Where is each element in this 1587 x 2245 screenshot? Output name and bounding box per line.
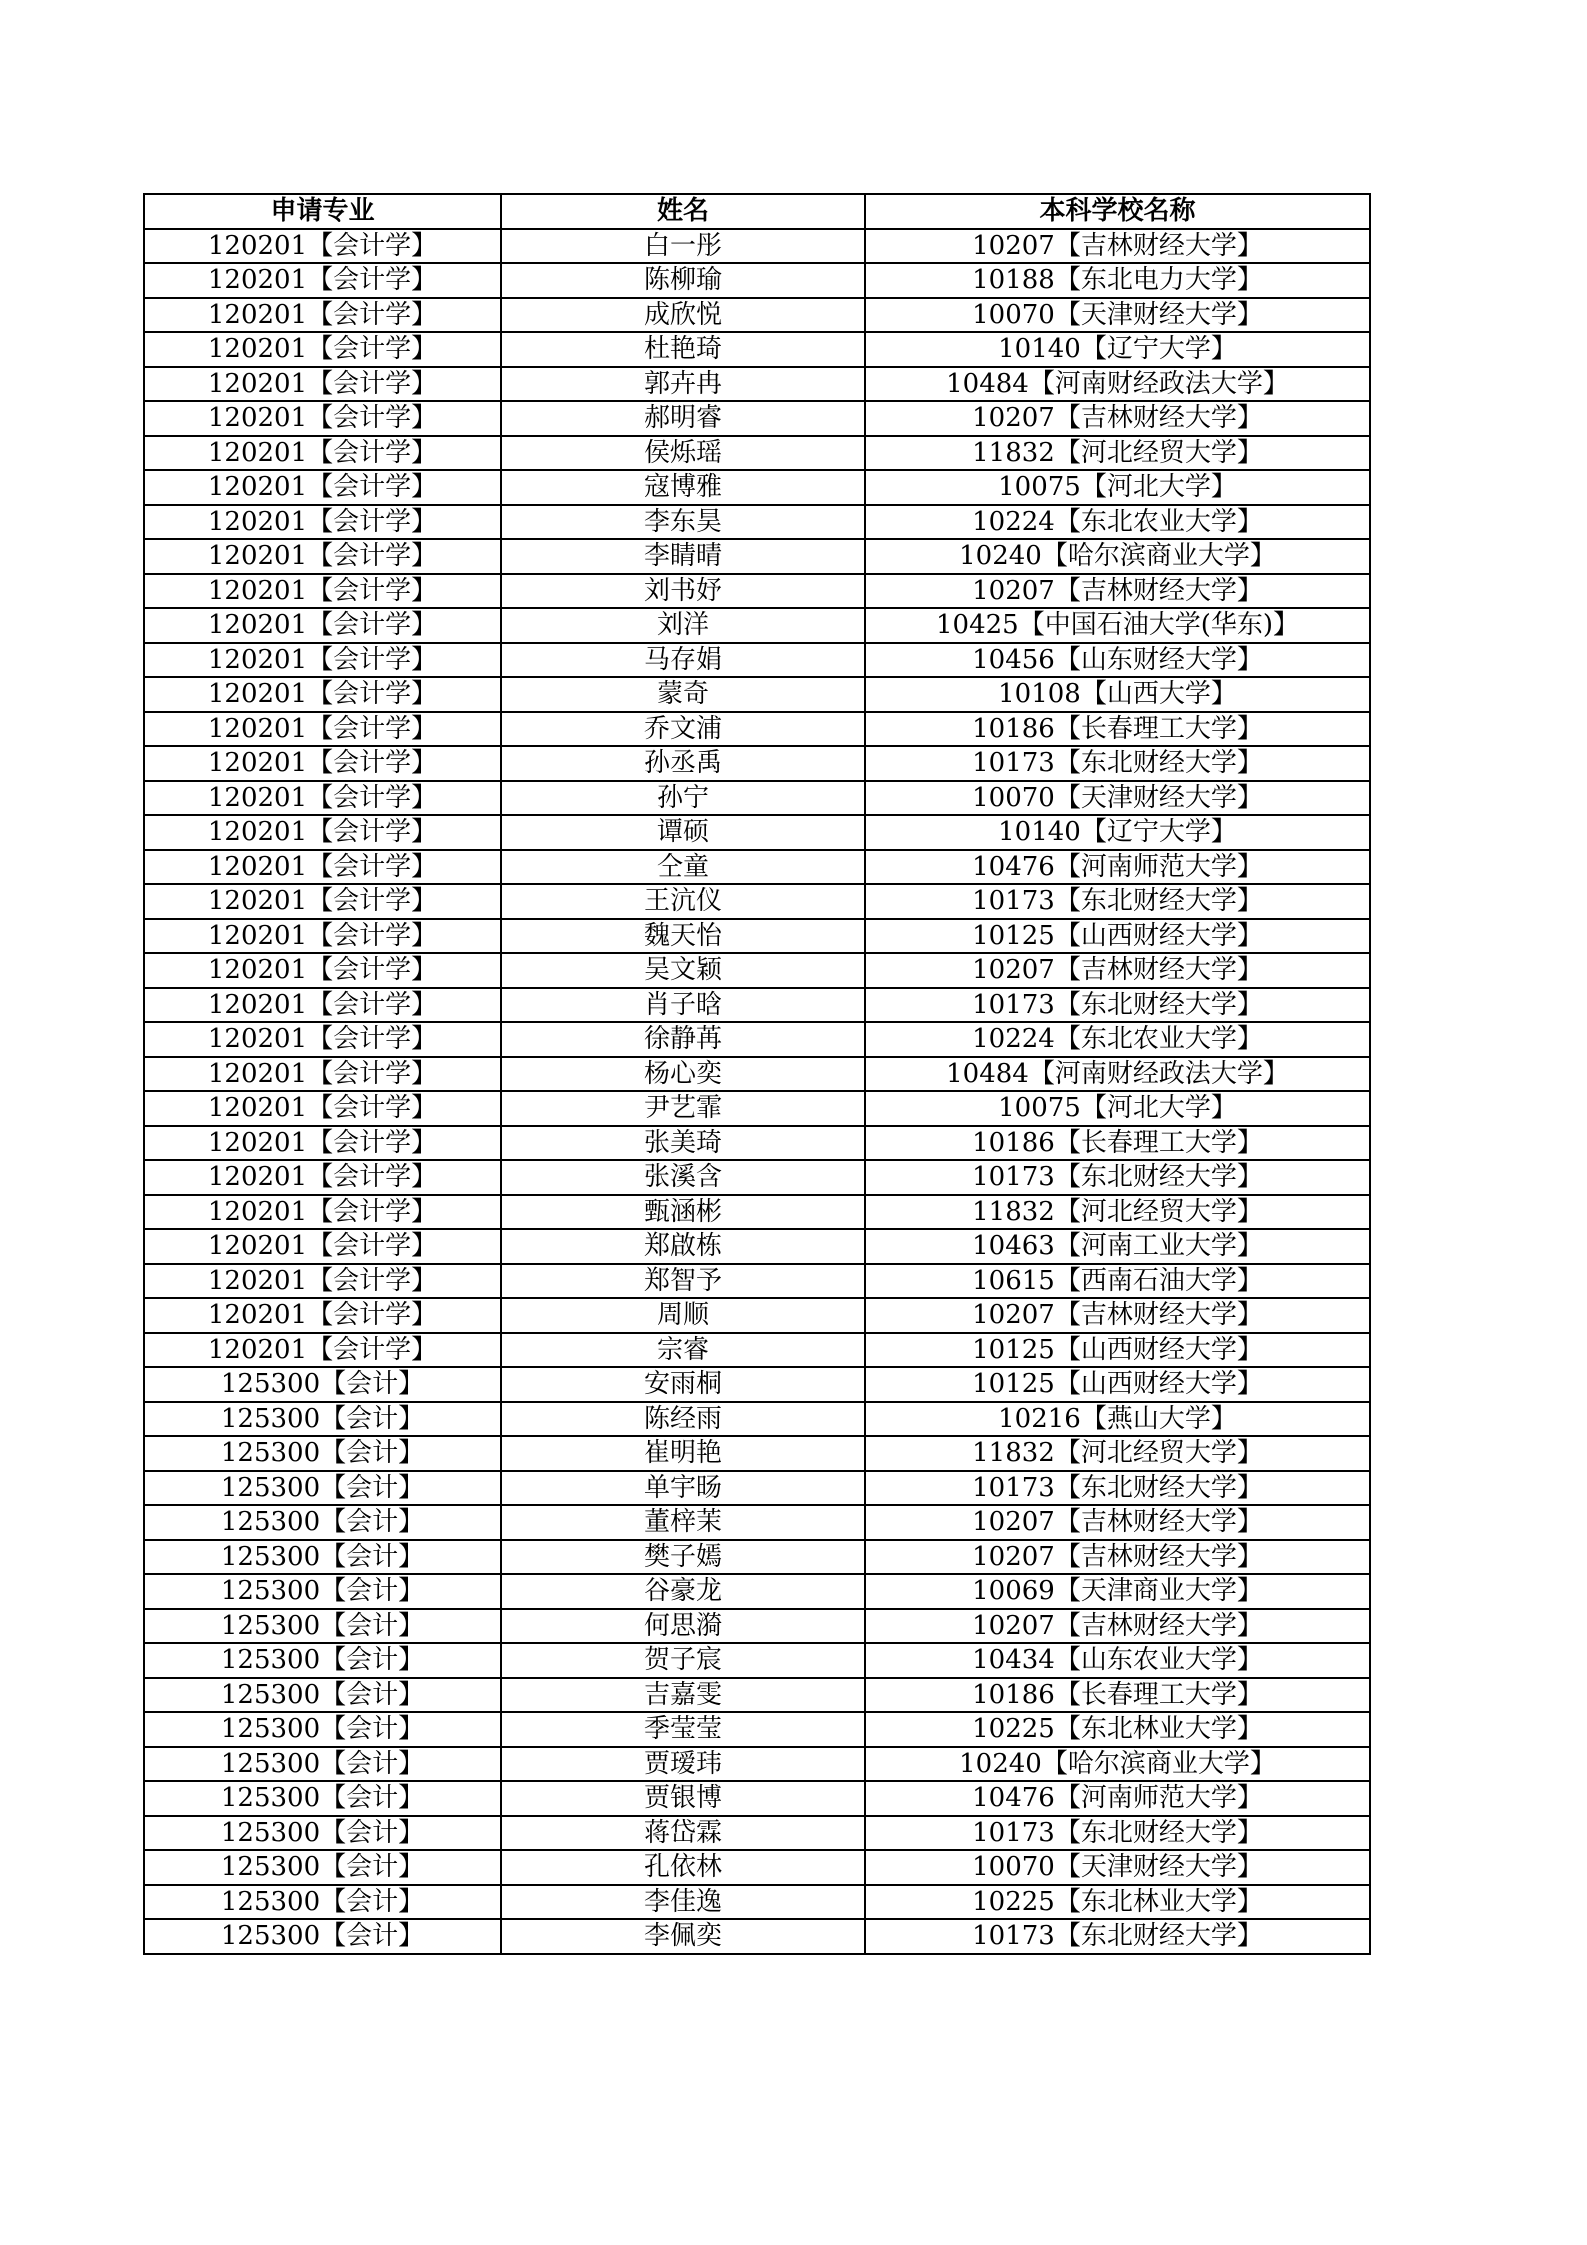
table-row	[144, 229, 1370, 264]
cell-major: 125300【会计】	[144, 1919, 501, 1954]
cell-major: 120201【会计学】	[144, 229, 501, 264]
cell-name: 何思漪	[501, 1609, 865, 1644]
table-row	[144, 1574, 1370, 1609]
cell-school: 10173【东北财经大学】	[865, 1919, 1370, 1954]
table-header	[144, 194, 1370, 229]
cell-name: 杜艳琦	[501, 332, 865, 367]
cell-major: 120201【会计学】	[144, 1298, 501, 1333]
table-row	[144, 781, 1370, 816]
cell-name: 白一彤	[501, 229, 865, 264]
cell-school: 10425【中国石油大学(华东)】	[865, 608, 1370, 643]
table-row	[144, 1022, 1370, 1057]
table-row	[144, 539, 1370, 574]
cell-major: 125300【会计】	[144, 1850, 501, 1885]
cell-major: 125300【会计】	[144, 1505, 501, 1540]
cell-name: 孙丞禹	[501, 746, 865, 781]
cell-name: 孔依林	[501, 1850, 865, 1885]
cell-major: 125300【会计】	[144, 1747, 501, 1782]
cell-name: 蒋岱霖	[501, 1816, 865, 1851]
cell-name: 侯烁瑶	[501, 436, 865, 471]
cell-school: 10224【东北农业大学】	[865, 1022, 1370, 1057]
cell-major: 120201【会计学】	[144, 850, 501, 885]
header-name: 姓名	[501, 194, 865, 229]
cell-school: 10070【天津财经大学】	[865, 781, 1370, 816]
cell-name: 贾瑷玮	[501, 1747, 865, 1782]
cell-major: 120201【会计学】	[144, 884, 501, 919]
cell-major: 120201【会计学】	[144, 643, 501, 678]
cell-name: 成欣悦	[501, 298, 865, 333]
table-row	[144, 608, 1370, 643]
table-row	[144, 1885, 1370, 1920]
table-row	[144, 1229, 1370, 1264]
cell-name: 樊子嫣	[501, 1540, 865, 1575]
table-row	[144, 298, 1370, 333]
cell-major: 125300【会计】	[144, 1885, 501, 1920]
cell-major: 120201【会计学】	[144, 401, 501, 436]
table-body	[144, 229, 1370, 1954]
cell-major: 120201【会计学】	[144, 505, 501, 540]
cell-name: 李佳逸	[501, 1885, 865, 1920]
table-row	[144, 1160, 1370, 1195]
cell-school: 10186【长春理工大学】	[865, 1126, 1370, 1161]
cell-major: 120201【会计学】	[144, 470, 501, 505]
table-row	[144, 677, 1370, 712]
table-row	[144, 953, 1370, 988]
table-row	[144, 505, 1370, 540]
cell-school: 10125【山西财经大学】	[865, 1333, 1370, 1368]
cell-major: 125300【会计】	[144, 1574, 501, 1609]
table-row	[144, 850, 1370, 885]
cell-name: 吉嘉雯	[501, 1678, 865, 1713]
cell-school: 10207【吉林财经大学】	[865, 401, 1370, 436]
cell-school: 10207【吉林财经大学】	[865, 1505, 1370, 1540]
cell-school: 10240【哈尔滨商业大学】	[865, 1747, 1370, 1782]
table-row	[144, 1402, 1370, 1437]
cell-name: 贾银博	[501, 1781, 865, 1816]
table-row	[144, 815, 1370, 850]
cell-major: 125300【会计】	[144, 1540, 501, 1575]
cell-major: 125300【会计】	[144, 1678, 501, 1713]
cell-name: 刘洋	[501, 608, 865, 643]
cell-school: 11832【河北经贸大学】	[865, 1436, 1370, 1471]
cell-school: 10173【东北财经大学】	[865, 1471, 1370, 1506]
cell-major: 125300【会计】	[144, 1712, 501, 1747]
cell-major: 125300【会计】	[144, 1367, 501, 1402]
cell-major: 120201【会计学】	[144, 574, 501, 609]
cell-name: 季莹莹	[501, 1712, 865, 1747]
table-row	[144, 1298, 1370, 1333]
cell-school: 10207【吉林财经大学】	[865, 953, 1370, 988]
table-row	[144, 1195, 1370, 1230]
table-row	[144, 367, 1370, 402]
cell-name: 甄涵彬	[501, 1195, 865, 1230]
cell-name: 孙宁	[501, 781, 865, 816]
cell-major: 120201【会计学】	[144, 263, 501, 298]
cell-name: 李东昊	[501, 505, 865, 540]
cell-name: 谷豪龙	[501, 1574, 865, 1609]
cell-name: 吴文颖	[501, 953, 865, 988]
cell-major: 120201【会计学】	[144, 781, 501, 816]
cell-name: 杨心奕	[501, 1057, 865, 1092]
cell-school: 10240【哈尔滨商业大学】	[865, 539, 1370, 574]
cell-school: 10207【吉林财经大学】	[865, 1540, 1370, 1575]
cell-school: 10615【西南石油大学】	[865, 1264, 1370, 1299]
cell-name: 贺子宸	[501, 1643, 865, 1678]
table-row	[144, 1816, 1370, 1851]
cell-school: 10216【燕山大学】	[865, 1402, 1370, 1437]
table-row	[144, 1264, 1370, 1299]
cell-name: 仝童	[501, 850, 865, 885]
table-row	[144, 332, 1370, 367]
cell-major: 120201【会计学】	[144, 1126, 501, 1161]
cell-school: 10140【辽宁大学】	[865, 332, 1370, 367]
cell-school: 10108【山西大学】	[865, 677, 1370, 712]
cell-major: 120201【会计学】	[144, 367, 501, 402]
table-row	[144, 263, 1370, 298]
cell-name: 郭卉冉	[501, 367, 865, 402]
cell-name: 寇博雅	[501, 470, 865, 505]
cell-major: 120201【会计学】	[144, 436, 501, 471]
cell-major: 125300【会计】	[144, 1471, 501, 1506]
table-row	[144, 1333, 1370, 1368]
cell-school: 10075【河北大学】	[865, 470, 1370, 505]
cell-name: 陈柳瑜	[501, 263, 865, 298]
cell-name: 张美琦	[501, 1126, 865, 1161]
cell-school: 11832【河北经贸大学】	[865, 1195, 1370, 1230]
cell-school: 10173【东北财经大学】	[865, 988, 1370, 1023]
table-row	[144, 1643, 1370, 1678]
cell-school: 10207【吉林财经大学】	[865, 1609, 1370, 1644]
cell-name: 崔明艳	[501, 1436, 865, 1471]
cell-name: 刘书妤	[501, 574, 865, 609]
cell-name: 董梓茉	[501, 1505, 865, 1540]
table-row	[144, 988, 1370, 1023]
cell-major: 120201【会计学】	[144, 919, 501, 954]
cell-school: 10173【东北财经大学】	[865, 746, 1370, 781]
cell-name: 魏天怡	[501, 919, 865, 954]
cell-school: 10186【长春理工大学】	[865, 712, 1370, 747]
cell-school: 10188【东北电力大学】	[865, 263, 1370, 298]
cell-school: 10456【山东财经大学】	[865, 643, 1370, 678]
table-row	[144, 1747, 1370, 1782]
cell-name: 蒙奇	[501, 677, 865, 712]
cell-name: 尹艺霏	[501, 1091, 865, 1126]
cell-school: 10224【东北农业大学】	[865, 505, 1370, 540]
cell-major: 120201【会计学】	[144, 1195, 501, 1230]
cell-name: 张溪含	[501, 1160, 865, 1195]
cell-school: 10173【东北财经大学】	[865, 1816, 1370, 1851]
cell-major: 120201【会计学】	[144, 1264, 501, 1299]
cell-major: 120201【会计学】	[144, 298, 501, 333]
cell-school: 10434【山东农业大学】	[865, 1643, 1370, 1678]
table-row	[144, 712, 1370, 747]
cell-school: 10207【吉林财经大学】	[865, 1298, 1370, 1333]
cell-major: 120201【会计学】	[144, 677, 501, 712]
cell-major: 125300【会计】	[144, 1816, 501, 1851]
table-row	[144, 1678, 1370, 1713]
table-row	[144, 436, 1370, 471]
cell-school: 10173【东北财经大学】	[865, 1160, 1370, 1195]
cell-major: 120201【会计学】	[144, 988, 501, 1023]
table-row	[144, 919, 1370, 954]
header-row	[144, 194, 1370, 229]
cell-school: 10140【辽宁大学】	[865, 815, 1370, 850]
cell-school: 10207【吉林财经大学】	[865, 229, 1370, 264]
cell-name: 周顺	[501, 1298, 865, 1333]
cell-school: 10476【河南师范大学】	[865, 1781, 1370, 1816]
cell-major: 120201【会计学】	[144, 608, 501, 643]
table-row	[144, 1609, 1370, 1644]
cell-name: 马存娟	[501, 643, 865, 678]
cell-major: 120201【会计学】	[144, 1160, 501, 1195]
table-row	[144, 1126, 1370, 1161]
cell-school: 10075【河北大学】	[865, 1091, 1370, 1126]
cell-school: 11832【河北经贸大学】	[865, 436, 1370, 471]
cell-name: 郑啟栋	[501, 1229, 865, 1264]
table-row	[144, 1471, 1370, 1506]
cell-major: 120201【会计学】	[144, 746, 501, 781]
cell-school: 10484【河南财经政法大学】	[865, 367, 1370, 402]
cell-school: 10069【天津商业大学】	[865, 1574, 1370, 1609]
cell-major: 120201【会计学】	[144, 1057, 501, 1092]
cell-major: 125300【会计】	[144, 1402, 501, 1437]
table-row	[144, 1540, 1370, 1575]
cell-name: 徐静苒	[501, 1022, 865, 1057]
cell-school: 10125【山西财经大学】	[865, 1367, 1370, 1402]
table-row	[144, 1367, 1370, 1402]
cell-major: 120201【会计学】	[144, 1091, 501, 1126]
cell-school: 10186【长春理工大学】	[865, 1678, 1370, 1713]
cell-major: 125300【会计】	[144, 1609, 501, 1644]
table-row	[144, 1505, 1370, 1540]
cell-name: 王沆仪	[501, 884, 865, 919]
cell-major: 120201【会计学】	[144, 815, 501, 850]
cell-name: 李睛晴	[501, 539, 865, 574]
cell-major: 120201【会计学】	[144, 539, 501, 574]
header-major: 申请专业	[144, 194, 501, 229]
table-row	[144, 1850, 1370, 1885]
cell-major: 120201【会计学】	[144, 1333, 501, 1368]
table-row	[144, 643, 1370, 678]
cell-major: 120201【会计学】	[144, 332, 501, 367]
cell-major: 120201【会计学】	[144, 1022, 501, 1057]
cell-name: 郑智予	[501, 1264, 865, 1299]
cell-name: 安雨桐	[501, 1367, 865, 1402]
cell-name: 李佩奕	[501, 1919, 865, 1954]
admission-table	[143, 193, 1371, 1955]
cell-school: 10207【吉林财经大学】	[865, 574, 1370, 609]
table-row	[144, 1057, 1370, 1092]
cell-school: 10225【东北林业大学】	[865, 1712, 1370, 1747]
cell-name: 乔文浦	[501, 712, 865, 747]
admission-list-sheet	[143, 193, 1369, 1955]
cell-school: 10484【河南财经政法大学】	[865, 1057, 1370, 1092]
table-row	[144, 470, 1370, 505]
table-row	[144, 1781, 1370, 1816]
cell-major: 120201【会计学】	[144, 1229, 501, 1264]
cell-school: 10476【河南师范大学】	[865, 850, 1370, 885]
table-row	[144, 746, 1370, 781]
cell-school: 10225【东北林业大学】	[865, 1885, 1370, 1920]
table-row	[144, 1436, 1370, 1471]
cell-school: 10070【天津财经大学】	[865, 298, 1370, 333]
cell-major: 125300【会计】	[144, 1643, 501, 1678]
cell-name: 陈经雨	[501, 1402, 865, 1437]
table-row	[144, 401, 1370, 436]
cell-major: 125300【会计】	[144, 1436, 501, 1471]
cell-school: 10070【天津财经大学】	[865, 1850, 1370, 1885]
cell-name: 肖子晗	[501, 988, 865, 1023]
cell-school: 10173【东北财经大学】	[865, 884, 1370, 919]
cell-name: 谭硕	[501, 815, 865, 850]
table-row	[144, 1712, 1370, 1747]
header-school: 本科学校名称	[865, 194, 1370, 229]
table-row	[144, 884, 1370, 919]
cell-name: 单宇旸	[501, 1471, 865, 1506]
table-row	[144, 1919, 1370, 1954]
cell-name: 宗睿	[501, 1333, 865, 1368]
cell-major: 125300【会计】	[144, 1781, 501, 1816]
cell-school: 10125【山西财经大学】	[865, 919, 1370, 954]
cell-name: 郝明睿	[501, 401, 865, 436]
cell-major: 120201【会计学】	[144, 953, 501, 988]
cell-major: 120201【会计学】	[144, 712, 501, 747]
cell-school: 10463【河南工业大学】	[865, 1229, 1370, 1264]
table-row	[144, 574, 1370, 609]
table-row	[144, 1091, 1370, 1126]
